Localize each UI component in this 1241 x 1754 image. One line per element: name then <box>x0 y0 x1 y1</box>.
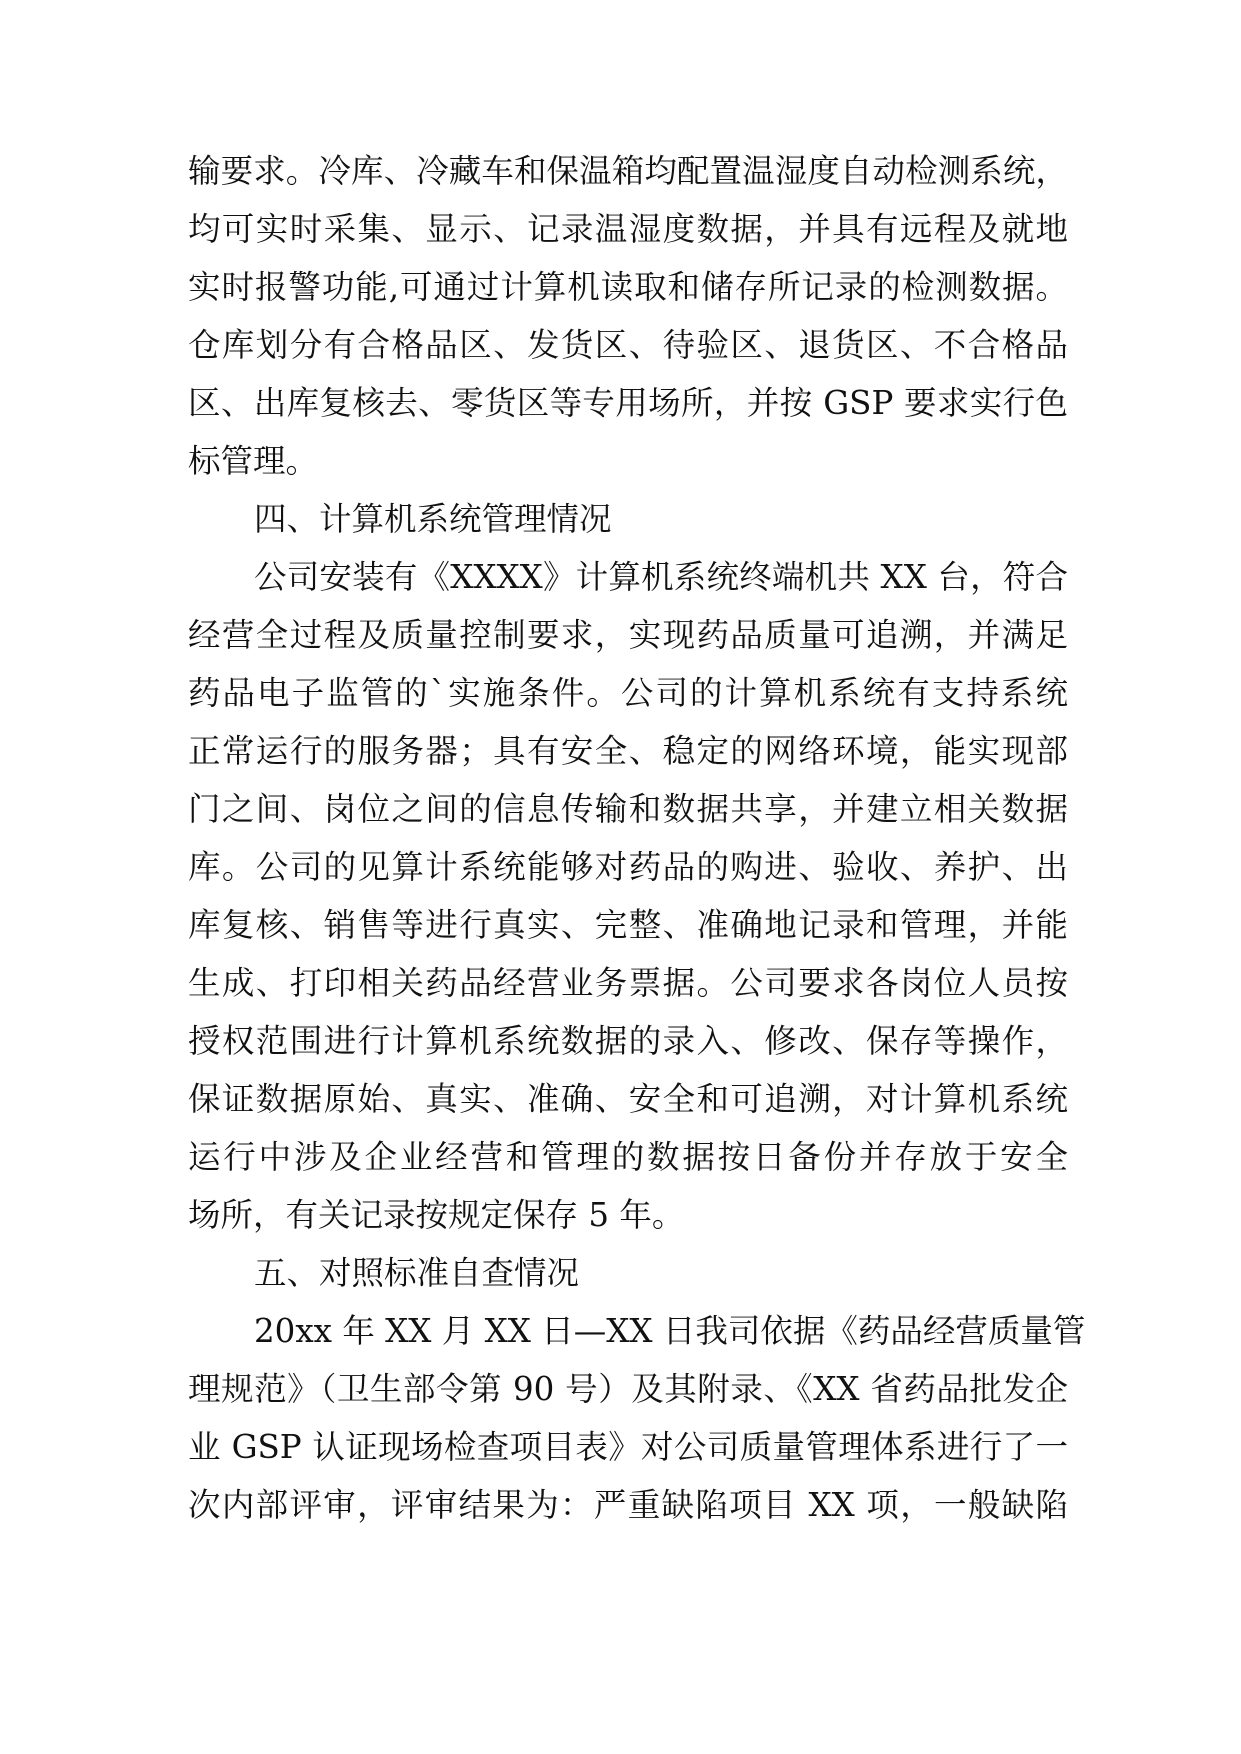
body-text-line: 正常运行的服务器；具有安全、稳定的网络环境，能实现部 <box>188 732 1068 770</box>
section-heading: 四、计算机系统管理情况 <box>254 500 612 538</box>
body-text-line: 理规范》（卫生部令第 90 号）及其附录、《XX 省药品批发企 <box>188 1370 1068 1408</box>
body-text-line: 库。公司的见算计系统能够对药品的购进、验收、养护、出 <box>188 848 1068 886</box>
body-text-line: 保证数据原始、真实、准确、安全和可追溯，对计算机系统 <box>188 1080 1068 1118</box>
body-text-line: 区、出库复核去、零货区等专用场所，并按 GSP 要求实行色 <box>188 384 1068 422</box>
body-text-line: 经营全过程及质量控制要求，实现药品质量可追溯，并满足 <box>188 616 1068 654</box>
body-text-line: 次内部评审，评审结果为：严重缺陷项目 XX 项，一般缺陷 <box>188 1486 1068 1524</box>
body-text-line: 业 GSP 认证现场检查项目表》对公司质量管理体系进行了一 <box>188 1428 1068 1466</box>
body-text-line: 生成、打印相关药品经营业务票据。公司要求各岗位人员按 <box>188 964 1068 1002</box>
body-text-line: 均可实时采集、显示、记录温湿度数据，并具有远程及就地 <box>188 210 1068 248</box>
body-text-line: 药品电子监管的`实施条件。公司的计算机系统有支持系统 <box>188 674 1068 712</box>
body-text-line: 场所，有关记录按规定保存 5 年。 <box>188 1196 685 1234</box>
body-text-line: 标管理。 <box>188 442 319 480</box>
body-text-line: 授权范围进行计算机系统数据的录入、修改、保存等操作， <box>188 1022 1068 1060</box>
body-text-line: 实时报警功能,可通过计算机读取和储存所记录的检测数据。 <box>188 268 1068 306</box>
body-text-line: 运行中涉及企业经营和管理的数据按日备份并存放于安全 <box>188 1138 1068 1176</box>
body-text-line: 库复核、销售等进行真实、完整、准确地记录和管理，并能 <box>188 906 1068 944</box>
body-text-line: 输要求。冷库、冷藏车和保温箱均配置温湿度自动检测系统， <box>188 152 1068 190</box>
body-text-line: 公司安装有《XXXX》计算机系统终端机共 XX 台，符合 <box>254 558 1068 596</box>
body-text-line: 门之间、岗位之间的信息传输和数据共享，并建立相关数据 <box>188 790 1068 828</box>
body-text-line: 20xx 年 XX 月 XX 日—XX 日我司依据《药品经营质量管 <box>254 1312 1086 1350</box>
body-text-line: 仓库划分有合格品区、发货区、待验区、退货区、不合格品 <box>188 326 1068 364</box>
section-heading: 五、对照标准自查情况 <box>254 1254 580 1292</box>
